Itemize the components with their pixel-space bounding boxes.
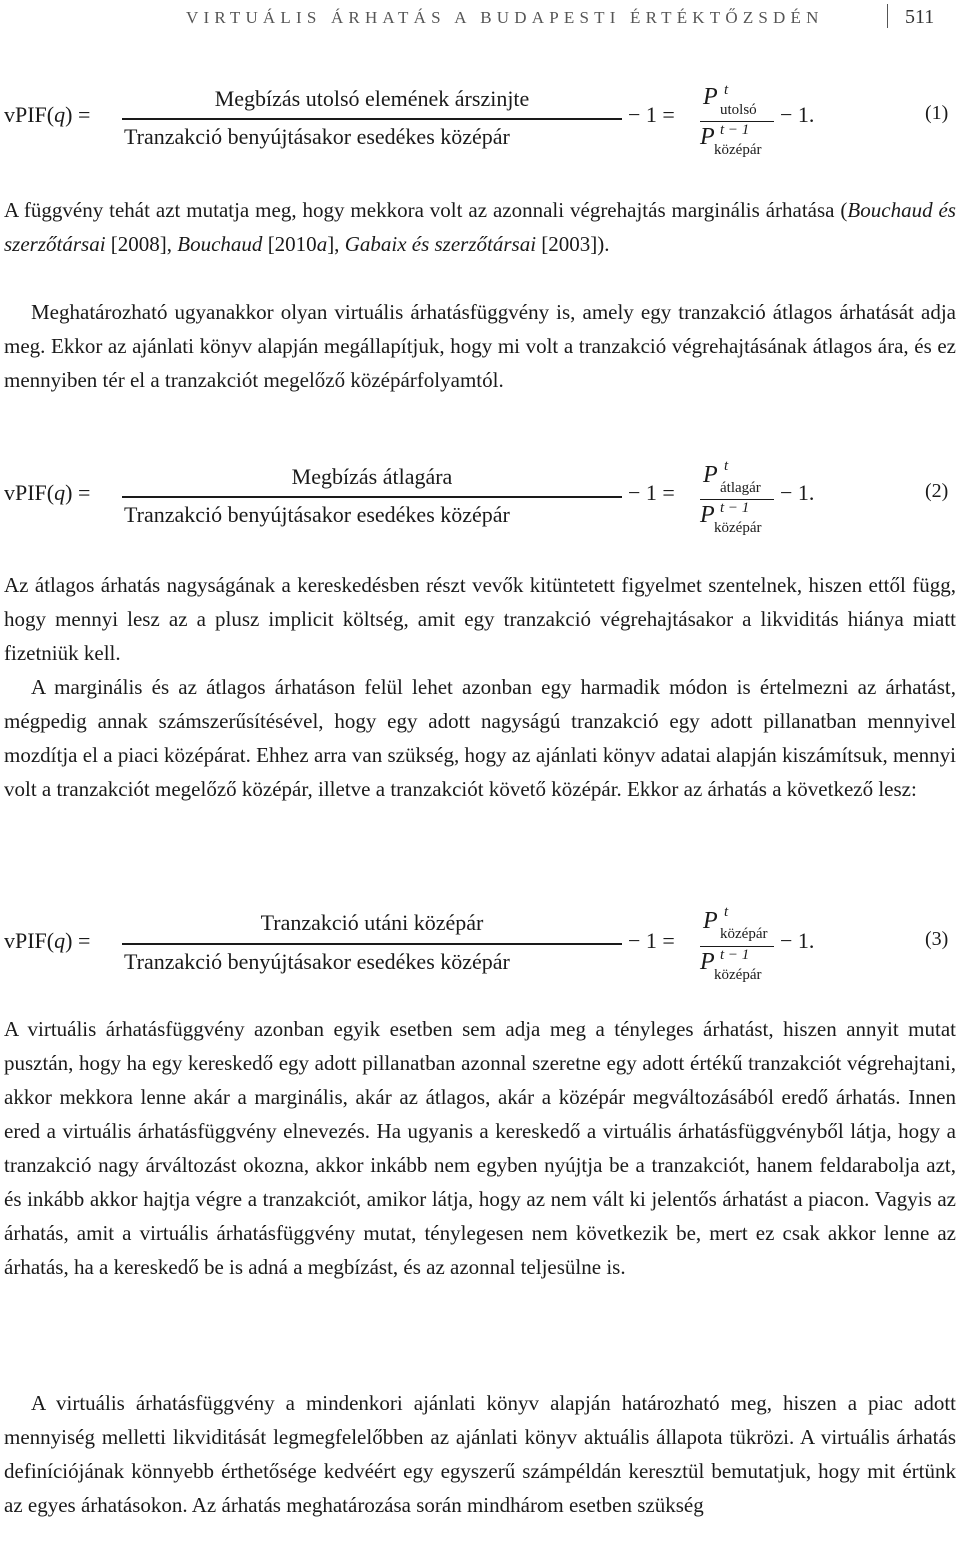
price-symbol: P bbox=[700, 124, 715, 150]
equation-2 bbox=[0, 456, 960, 566]
subscript-kozepar: középár bbox=[714, 520, 762, 536]
page-number: 511 bbox=[905, 6, 935, 28]
header-divider bbox=[887, 4, 888, 28]
superscript-t: t bbox=[724, 458, 729, 474]
paragraph-2: Meghatározható ugyanakkor olyan virtuális árhatásfüggvény is, amely egy tranzakció átlagos árhatását adja meg. Ekkor az ajánlati könyv alapján megállapítjuk, hogy mi volt a tranzakció végrehajtásának átlagos ára, és ez mennyiben tér el a tranzakciót megelőző középárfolyamtól. bbox=[4, 300, 956, 392]
price-symbol: P bbox=[703, 462, 718, 488]
running-title: VIRTUÁLIS ÁRHATÁS A BUDAPESTI ÉRTÉKTŐZSDÉN bbox=[186, 8, 824, 27]
paragraph-5: A virtuális árhatásfüggvény azonban egyik esetben sem adja meg a tényleges árhatást, hiszen annyit mutat pusztán, hogy ha egy kereskedő egy adott pillanatban azonnal szeretne egy adott értékű tranzakciót végrehajtani, akkor mekkora lenne akár a marginális, akár az átlagos, akár a középár megváltozásából eredő árhatás. Innen ered a virtuális árhatásfüggvény elnevezés. Ha ugyanis a kereskedő a virtuális árhatásfüggvényből látja, hogy a tranzakció nagy árváltozást okozna, akkor inkább nem egyben nyújtja be a tranzakciót, hanem feldarabolja azt, és inkább akkor hajtja végre a tranzakciót, amikor látja, hogy az nem vált ki jelentős árhatást a piacon. Vagyis az árhatás, amit a virtuális árhatásfüggvény mutat, ténylegesen nem következik be, mert ez csak akkor lenne az árhatás, ha a kereskedő be is adná a megbízást, és az azonnal teljesülne is. bbox=[4, 1017, 956, 1279]
equation-3 bbox=[0, 898, 960, 1008]
minus-one-tail: − 1. bbox=[780, 928, 815, 953]
equation-number: (2) bbox=[925, 480, 949, 502]
fraction-bar bbox=[122, 943, 622, 945]
equation-numerator: Megbízás átlagára bbox=[291, 464, 453, 489]
equation-denominator: Tranzakció benyújtásakor esedékes középár bbox=[124, 502, 510, 527]
minus-one-tail: − 1. bbox=[780, 102, 815, 127]
fraction-bar bbox=[122, 496, 622, 498]
price-symbol: P bbox=[700, 502, 715, 528]
subscript-kozepar: középár bbox=[714, 142, 762, 158]
equation-lhs: vPIF(q) = bbox=[4, 102, 91, 127]
equation-lhs: vPIF(q) = bbox=[4, 480, 91, 505]
paragraph-3: Az átlagos árhatás nagyságának a kereskedésben részt vevők kitüntetett figyelmet szentelnek, hiszen ettől függ, hogy mennyi lesz az a plusz implicit költség, amit egy tranzakció végrehajtásakor a likviditás hiánya miatt fizetniük kell. bbox=[4, 573, 956, 665]
fraction-bar bbox=[122, 118, 622, 120]
superscript-t: t bbox=[724, 904, 729, 920]
price-symbol: P bbox=[703, 908, 718, 934]
subscript-utolso: utolsó bbox=[720, 102, 757, 118]
equation-denominator: Tranzakció benyújtásakor esedékes középár bbox=[124, 949, 510, 974]
superscript-t-minus-1: t − 1 bbox=[720, 500, 750, 516]
superscript-t-minus-1: t − 1 bbox=[720, 947, 750, 963]
equation-denominator: Tranzakció benyújtásakor esedékes középár bbox=[124, 124, 510, 149]
subscript-kozepar-top: középár bbox=[720, 926, 768, 942]
page-header bbox=[0, 0, 960, 40]
equation-numerator: Megbízás utolsó elemének árszinjte bbox=[214, 86, 530, 111]
minus-one-tail: − 1. bbox=[780, 480, 815, 505]
minus-one-equals: − 1 = bbox=[628, 928, 675, 953]
price-symbol: P bbox=[703, 84, 718, 110]
superscript-t: t bbox=[724, 82, 729, 98]
equation-lhs: vPIF(q) = bbox=[4, 928, 91, 953]
subscript-kozepar: középár bbox=[714, 967, 762, 983]
superscript-t-minus-1: t − 1 bbox=[720, 122, 750, 138]
equation-number: (1) bbox=[925, 102, 949, 124]
subscript-atlagar: átlagár bbox=[720, 480, 761, 496]
equation-numerator: Tranzakció utáni középár bbox=[260, 910, 484, 935]
minus-one-equals: − 1 = bbox=[628, 102, 675, 127]
paragraph-1: A függvény tehát azt mutatja meg, hogy mekkora volt az azonnali végrehajtás marginális árhatása (Bouchaud és szerzőtársai [2008], Bouchaud [2010a], Gabaix és szerzőtársai [2003]). bbox=[4, 198, 956, 256]
price-symbol: P bbox=[700, 949, 715, 975]
paragraph-6: A virtuális árhatásfüggvény a mindenkori ajánlati könyv alapján határozható meg, hiszen a piac adott mennyiség melletti likviditását legmegfelelőbben az ajánlati könyv aktuális állapota tükrözi. A virtuális árhatás definíciójának könnyebb érthetősége kedvéért egy egyszerű számpéldán keresztül bemutatjuk, hogy mit értünk az egyes árhatásokon. Az árhatás meghatározása során mindhárom esetben szükség bbox=[4, 1391, 956, 1517]
equation-number: (3) bbox=[925, 928, 949, 950]
minus-one-equals: − 1 = bbox=[628, 480, 675, 505]
equation-1 bbox=[0, 80, 960, 190]
paragraph-4: A marginális és az átlagos árhatáson felül lehet azonban egy harmadik módon is értelmezni az árhatást, mégpedig annak számszerűsítésével, hogy egy adott nagyságú tranzakció egy adott pillanatban mennyivel mozdítja el a piaci középárat. Ehhez arra van szükség, hogy az ajánlati könyv adatai alapján kiszámítsuk, mennyi volt a tranzakciót megelőző középár, illetve a tranzakciót követő középár. Ekkor az árhatás a következő lesz: bbox=[4, 675, 956, 801]
